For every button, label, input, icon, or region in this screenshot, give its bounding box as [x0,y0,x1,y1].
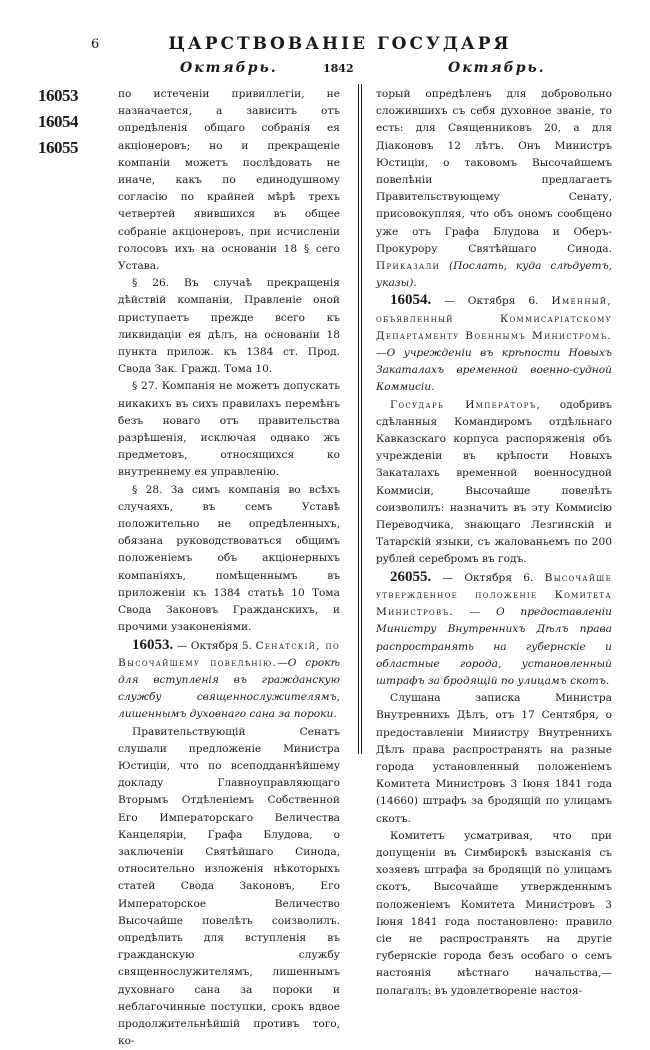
section-26: § 26. Въ случаѣ прекращенія дѣйствій компаніи, Правленіе оной приступаетъ прежде всего къ ликвидаціи ея дѣлъ, на основаніи 18 пункта прилож. къ 1384 ст. Прод. Свода Зак. Гражд. Тома 10. [118,277,340,376]
paragraph-end: (Послать, куда слѣдуетъ, указы). [376,260,612,290]
left-column [118,86,340,1050]
paragraph: Слушана записка Министра Внутреннихъ Дѣлъ, отъ 17 Сентября, о предоставленіи Министру Внутреннихъ Дѣлъ права распространять на разные города установленный положеніемъ Комитета Министровъ 3 Іюня 1841 года (14660) штрафъ за бродящій по улицамъ скотъ. [376,692,612,825]
paragraph: по истеченіи привиллегіи, не назначается, а зависитъ отъ опредѣленія общаго собранія ея акціонеровъ; но и прекращеніе компаніи можетъ послѣдовать не иначе, какъ по единодушному согласію по крайней мѣрѣ трехъ четвертей явившихся въ общее собраніе акціонеровъ, при исчисленіи голосовъ ихъ на основаніи 18 § сего Устава. [118,88,340,273]
prikazali-label: Приказали [376,260,441,273]
year-label: 1842 [323,62,354,75]
margin-law-numbers [38,86,93,164]
month-left: Октябрь. [180,60,278,76]
entry-heading [376,569,612,690]
emperor-title: Государь Императоръ [390,398,537,411]
entry-heading [376,292,612,396]
entry-number: 16053. [132,636,174,653]
margin-number: 16055 [38,138,78,157]
page-number: 6 [91,37,100,52]
section-27: § 27. Компанія не можетъ допускать никакихъ въ сихъ правилахъ перемѣнъ безъ новаго отъ правительства разрѣшенія, исключая однако жъ предметовъ, относящихся ко внутреннему ея управленію. [118,380,340,479]
paragraph-text: , одобривъ сдѣланныя Командиромъ отдѣльнаго Кавказскаго корпуса распоряженія объ учрежденіи въ крѣпости Новыхъ Закаталахъ временной военносудной Коммисіи, Высочайше повелѣть соизволилъ: назначить въ эту Коммисію Переводчика, знающаго Лезгинскій и Татарскій языки, съ жалованьемъ по 200 рублей серебромъ въ годъ. [376,398,612,566]
entry-title: —О учрежденіи въ крѣпости Новыхъ Закаталахъ временной военно-судной Коммисіи. [376,347,612,394]
entry-dateline: — Октября 6. [431,295,552,308]
entry-title: —О срокѣ для вступленія въ гражданскую службу священнослужителямъ, лишеннымъ духовнаго сана за пороки. [118,656,340,721]
entry-kind: Сенатскій, по Высочайшему повелѣнію. [118,639,340,669]
paragraph: Правительствующій Сенатъ слушали предложеніе Министра Юстиціи, что по всеподданнѣйшему докладу Главноуправляющаго Вторымъ Отдѣленіемъ Собственной Его Императорскаго Величества Канцеляріи, Графа Блудова, о заключеніи Святѣйшаго Синода, относительно изложенія нѣкоторыхъ статей Свода Законовъ, Его Императорское Величество Высочайше повелѣть соизволилъ. опредѣлить для вступленія въ гражданскую службу священнослужителямъ, лишеннымъ духовнаго сана за пороки и неблагочинные поступки, срокъ вдвое продолжительнѣйшій противъ того, ко- [118,725,340,1048]
entry-dateline: — Октября 6. [431,571,545,584]
month-header-row [0,60,650,80]
entry-heading [118,637,340,724]
running-title: ЦАРСТВОВАНІЕ ГОСУДАРЯ [168,34,512,54]
entry-number: 26055. [390,568,432,585]
paragraph-text: торый опредѣленъ для добровольно сложившихъ съ себя духовное званіе, то есть: для Священниковъ 20, а для Діаконовъ 12 лѣтъ. Онъ Министръ Юстиціи, о таковомъ Высочайшемъ повелѣніи предлагаетъ Правительствующему Сенату, присовокупляя, что объ ономъ сообщено уже отъ Графа Блудова и Оберъ-Прокурору Святѣйшаго Синода. [376,88,612,255]
margin-number: 16054 [38,112,78,131]
month-right: Октябрь. [448,60,546,76]
entry-dateline: — Октября 5. [173,639,256,652]
section-28: § 28. За симъ компанія во всѣхъ случаяхъ, въ семъ Уставѣ положительно не опредѣленныхъ, обязана руководствоваться общимъ положеніемъ объ акціонерныхъ компаніяхъ, помѣщеннымъ въ приложеніи къ 1384 статьѣ 10 Тома Свода Законовъ Гражданскихъ, и прочими узаконеніями. [118,483,340,634]
column-divider [358,84,362,754]
entry-number: 16054. [390,292,432,309]
entry-title: — О предоставленіи Министру Внутреннихъ Дѣлъ права распространять на губернскіе и областные города, установленный штрафъ за бродящій по улицамъ скотъ. [376,606,612,687]
margin-number: 16053 [38,86,78,105]
entry-kind: Именный, объявленный Коммисаріатскому Департаменту Военнымъ Министромъ. [376,295,612,342]
paragraph [376,86,612,292]
entry-kind: Высочайше утвержденное положеніе Комитета Министровъ. [376,571,612,619]
right-column [376,86,612,1000]
paragraph [376,397,612,569]
paragraph: Комитетъ усматривая, что при допущеніи въ Симбирскѣ взысканія съ хозяевъ штрафа за бродящій по улицамъ скотъ, Высочайше утвержденнымъ положеніемъ Комитета Министровъ 3 Іюня 1841 года постановлено: правило сіе не распространять на другіе губернскіе города безъ особаго о семъ настоянія мѣстнаго начальства,—полагалъ: въ удовлетвореніе настоя- [376,829,612,997]
